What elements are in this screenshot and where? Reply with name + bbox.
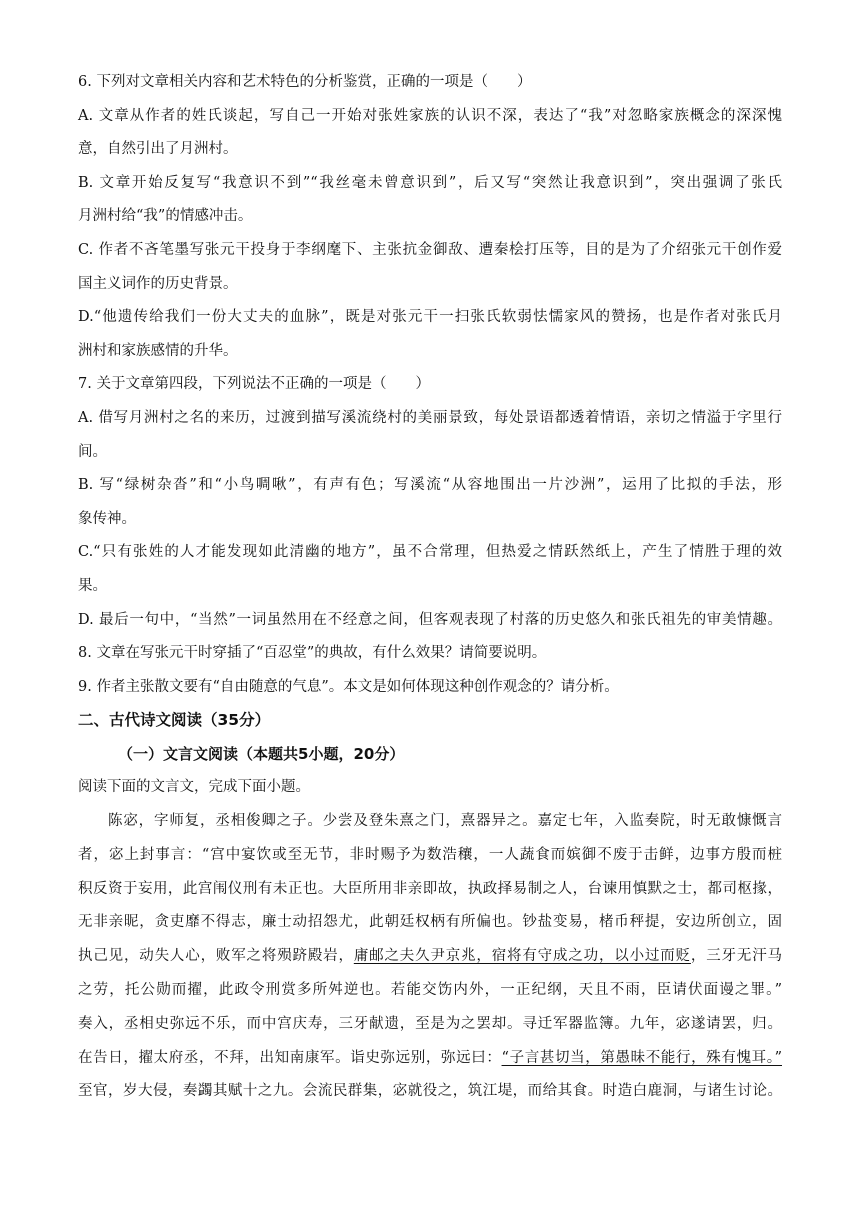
subsection-heading: （一）文言文阅读（本题共5小题，20分） (118, 744, 405, 763)
question-6-option-c-line2: 国主义词作的历史背景。 (78, 275, 238, 292)
question-7-option-a-line1: A. 借写月洲村之名的来历，过渡到描写溪流绕村的美丽景致，每处景语都透着情语，亲切之情溢于字里行 (78, 409, 782, 426)
question-7-option-b-line1: B. 写“绿树杂沓”和“小鸟啁啾”，有声有色；写溪流“从容地围出一片沙洲”，运用了比拟的手法，形 (78, 477, 782, 494)
passage-line-5 (78, 940, 782, 974)
passage-line-7: 奏入，丞相史弥远不乐，而中宫庆寿，三牙献遗，至是为之罢却。寻迁军器监簿。九年，宓遂请罢，归。 (78, 1015, 782, 1032)
question-8: 8. 文章在写张元干时穿插了“百忍堂”的典故，有什么效果？请简要说明。 (78, 645, 547, 662)
question-7-option-b-line2: 象传神。 (78, 510, 136, 527)
question-7-option-c-line2: 果。 (78, 577, 107, 594)
passage-line-4: 无非亲昵，贪吏靡不得志，廉士动招怨尤，此朝廷权柄有所偏也。钞盐变易，楮币秤提，安边所创立，固 (78, 914, 782, 931)
question-7-option-c-line1: C.“只有张姓的人才能发现如此清幽的地方”，虽不合常理，但热爱之情跃然纸上，产生了情胜于理的效 (78, 544, 782, 561)
reading-instruction: 阅读下面的文言文，完成下面小题。 (78, 779, 310, 796)
passage-line-8 (78, 1042, 782, 1076)
question-6-option-a-line2: 意，自然引出了月洲村。 (78, 141, 238, 158)
passage-line-5-start: 执己见，动失人心，败军之将殒跻殿岩， (78, 948, 354, 965)
passage-line-1: 陈宓，字师复，丞相俊卿之子。少尝及登朱熹之门，熹器异之。嘉定七年，入监奏院，时无敢慷慨言 (108, 813, 782, 830)
passage-line-6: 之劳，托公勋而擢，此政令刑赏多所舛逆也。若能交饬内外，一正纪纲，天且不雨，臣请伏面谩之罪。” (78, 982, 782, 999)
question-6-option-b-line1: B. 文章开始反复写“我意识不到”“我丝毫未曾意识到”，后又写“突然让我意识到”，突出强调了张氏 (78, 174, 782, 191)
document-page (78, 66, 782, 1109)
underlined-sentence-2: “子言甚切当，第愚昧不能行，殊有愧耳。” (501, 1049, 782, 1066)
passage-line-8-start: 在告日，擢太府丞，不拜，出知南康军。诣史弥远别，弥远曰： (78, 1049, 502, 1066)
section-heading: 二、古代诗文阅读（35分） (78, 711, 271, 730)
passage-line-3: 积反资于妄用，此宫闱仪刑有未正也。大臣所用非亲即故，执政择易制之人，台谏用慎默之士，都司枢掾， (78, 880, 782, 897)
question-6-option-b-line2: 月洲村给“我”的情感冲击。 (78, 208, 253, 225)
question-9: 9. 作者主张散文要有“自由随意的气息”。本文是如何体现这种创作观念的？请分析。 (78, 678, 619, 695)
question-7-stem: 7. 关于文章第四段，下列说法不正确的一项是（ ） (78, 376, 430, 393)
question-6-option-d-line1: D.“他遗传给我们一份大丈夫的血脉”，既是对张元干一扫张氏软弱怯懦家风的赞扬，也是作者对张氏月 (78, 309, 782, 326)
passage-line-9: 至官，岁大侵，奏蠲其赋十之九。会流民群集，宓就役之，筑江堤，而给其食。时造白鹿洞，与诸生讨论。 (78, 1083, 782, 1100)
question-6-option-d-line2: 洲村和家族感情的升华。 (78, 342, 238, 359)
passage-line-2: 者，宓上封事言：“宫中宴饮或至无节，非时赐予为数浩穰，一人蔬食而嫔御不废于击鲜，边事方殷而桩 (78, 846, 782, 863)
question-6-stem: 6. 下列对文章相关内容和艺术特色的分析鉴赏，正确的一项是（ ） (78, 74, 532, 90)
underlined-sentence-1: 庸邮之夫久尹京兆，宿将有守成之功，以小过而贬 (353, 948, 691, 965)
question-6-option-a-line1: A. 文章从作者的姓氏谈起，写自己一开始对张姓家族的认识不深，表达了“我”对忽略家族概念的深深愧 (78, 107, 782, 124)
question-7-option-a-line2: 间。 (78, 443, 107, 460)
question-6-option-c-line1: C. 作者不吝笔墨写张元干投身于李纲麾下、主张抗金御敌、遭秦桧打压等，目的是为了介绍张元干创作爱 (78, 241, 782, 258)
passage-line-5-end: ，三牙无汗马 (690, 948, 783, 965)
question-7-option-d: D. 最后一句中，“当然”一词虽然用在不经意之间，但客观表现了村落的历史悠久和张氏祖先的审美情趣。 (78, 611, 782, 628)
